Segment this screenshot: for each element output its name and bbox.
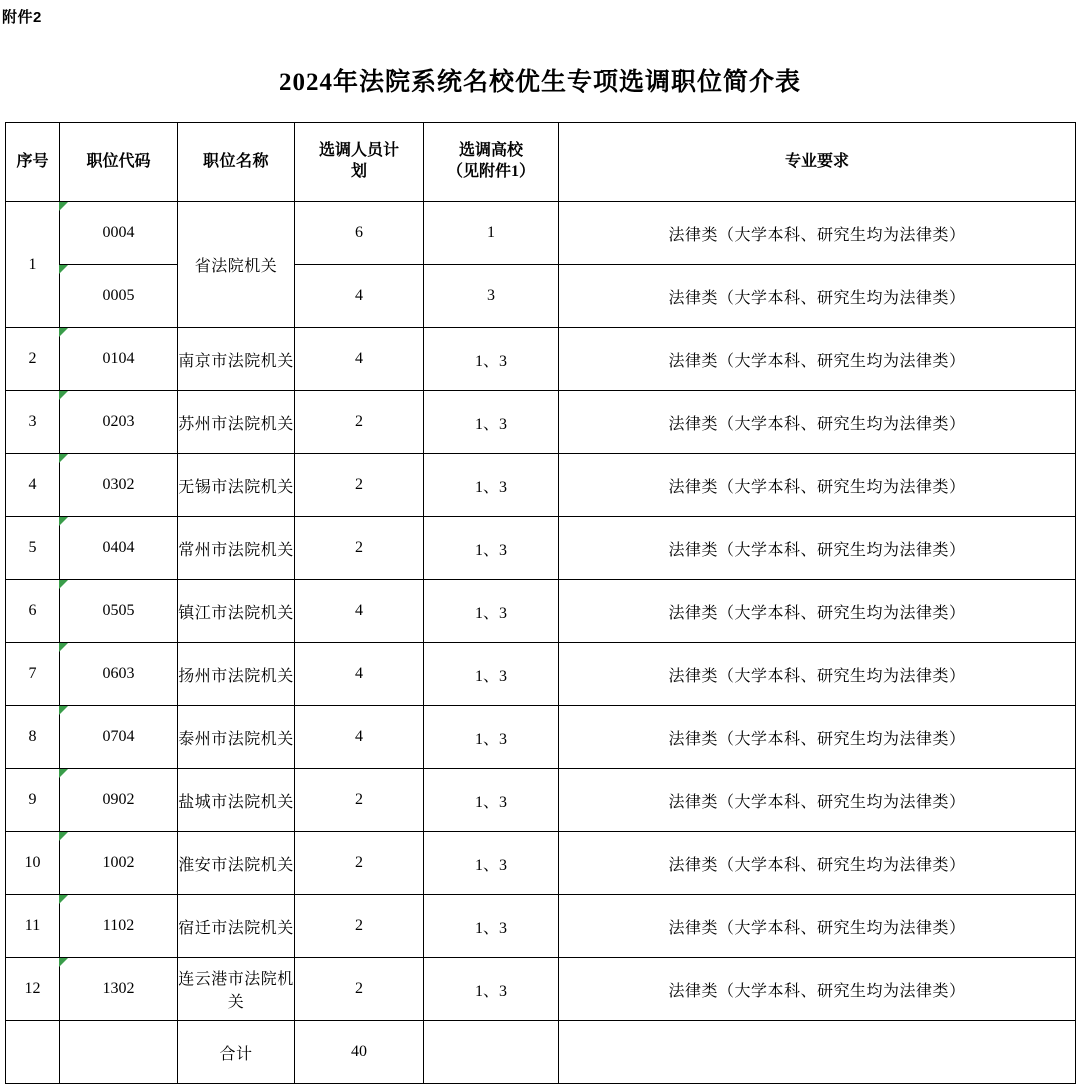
total-cell-university xyxy=(424,1021,559,1084)
cell-major: 法律类（大学本科、研究生均为法律类） xyxy=(559,202,1076,265)
cell-major: 法律类（大学本科、研究生均为法律类） xyxy=(559,265,1076,328)
table-body xyxy=(6,202,1076,1084)
table-row xyxy=(6,265,1076,328)
cell-university: 1、3 xyxy=(424,580,559,643)
cell-name: 连云港市法院机关 xyxy=(178,958,295,1021)
cell-code: 0603 xyxy=(60,643,178,706)
cell-major: 法律类（大学本科、研究生均为法律类） xyxy=(559,643,1076,706)
cell-university: 1、3 xyxy=(424,895,559,958)
cell-plan: 4 xyxy=(295,706,424,769)
cell-seq: 2 xyxy=(6,328,60,391)
cell-name: 镇江市法院机关 xyxy=(178,580,295,643)
cell-code: 0704 xyxy=(60,706,178,769)
cell-seq: 3 xyxy=(6,391,60,454)
total-cell-major xyxy=(559,1021,1076,1084)
total-cell-code xyxy=(60,1021,178,1084)
total-label: 合计 xyxy=(178,1021,295,1084)
position-table xyxy=(5,122,1076,1084)
cell-major: 法律类（大学本科、研究生均为法律类） xyxy=(559,958,1076,1021)
cell-name: 宿迁市法院机关 xyxy=(178,895,295,958)
table-header-row xyxy=(6,123,1076,202)
header-university-line2: （见附件1） xyxy=(446,163,535,180)
cell-name: 苏州市法院机关 xyxy=(178,391,295,454)
page-title: 2024年法院系统名校优生专项选调职位简介表 xyxy=(278,69,801,96)
table-row xyxy=(6,958,1076,1021)
cell-university: 1、3 xyxy=(424,769,559,832)
table-row xyxy=(6,832,1076,895)
cell-plan: 4 xyxy=(295,265,424,328)
cell-university: 1、3 xyxy=(424,643,559,706)
cell-code: 0404 xyxy=(60,517,178,580)
table-row xyxy=(6,706,1076,769)
table-row xyxy=(6,580,1076,643)
table-row xyxy=(6,202,1076,265)
cell-plan: 4 xyxy=(295,643,424,706)
cell-plan: 2 xyxy=(295,517,424,580)
header-major: 专业要求 xyxy=(559,123,1076,202)
header-university xyxy=(424,123,559,202)
attachment-label: 附件2 xyxy=(2,9,42,26)
cell-university: 1、3 xyxy=(424,454,559,517)
cell-code: 1302 xyxy=(60,958,178,1021)
cell-code: 0505 xyxy=(60,580,178,643)
cell-name: 扬州市法院机关 xyxy=(178,643,295,706)
cell-major: 法律类（大学本科、研究生均为法律类） xyxy=(559,391,1076,454)
table-row xyxy=(6,454,1076,517)
cell-university: 1、3 xyxy=(424,832,559,895)
cell-major: 法律类（大学本科、研究生均为法律类） xyxy=(559,454,1076,517)
cell-code: 0302 xyxy=(60,454,178,517)
cell-university: 1 xyxy=(424,202,559,265)
table-row xyxy=(6,895,1076,958)
total-plan: 40 xyxy=(295,1021,424,1084)
cell-major: 法律类（大学本科、研究生均为法律类） xyxy=(559,895,1076,958)
cell-name: 泰州市法院机关 xyxy=(178,706,295,769)
table-row xyxy=(6,769,1076,832)
cell-seq: 4 xyxy=(6,454,60,517)
cell-major: 法律类（大学本科、研究生均为法律类） xyxy=(559,769,1076,832)
cell-plan: 2 xyxy=(295,895,424,958)
table-row xyxy=(6,391,1076,454)
cell-code: 0004 xyxy=(60,202,178,265)
cell-university: 1、3 xyxy=(424,706,559,769)
cell-university: 1、3 xyxy=(424,958,559,1021)
cell-name: 南京市法院机关 xyxy=(178,328,295,391)
cell-seq: 10 xyxy=(6,832,60,895)
cell-name: 无锡市法院机关 xyxy=(178,454,295,517)
cell-plan: 2 xyxy=(295,958,424,1021)
table-total-row xyxy=(6,1021,1076,1084)
cell-major: 法律类（大学本科、研究生均为法律类） xyxy=(559,832,1076,895)
cell-seq: 9 xyxy=(6,769,60,832)
cell-code: 0203 xyxy=(60,391,178,454)
table-row xyxy=(6,643,1076,706)
cell-seq: 1 xyxy=(6,202,60,328)
cell-university: 1、3 xyxy=(424,328,559,391)
table-row xyxy=(6,328,1076,391)
cell-plan: 4 xyxy=(295,580,424,643)
cell-university: 1、3 xyxy=(424,517,559,580)
table-header xyxy=(6,123,1076,202)
cell-major: 法律类（大学本科、研究生均为法律类） xyxy=(559,328,1076,391)
cell-seq: 5 xyxy=(6,517,60,580)
header-seq: 序号 xyxy=(6,123,60,202)
cell-major: 法律类（大学本科、研究生均为法律类） xyxy=(559,517,1076,580)
cell-university: 1、3 xyxy=(424,391,559,454)
cell-seq: 11 xyxy=(6,895,60,958)
header-plan-line2: 划 xyxy=(350,163,367,180)
table-row xyxy=(6,517,1076,580)
cell-name: 盐城市法院机关 xyxy=(178,769,295,832)
cell-plan: 2 xyxy=(295,832,424,895)
cell-seq: 6 xyxy=(6,580,60,643)
cell-university: 3 xyxy=(424,265,559,328)
header-name: 职位名称 xyxy=(178,123,295,202)
header-code: 职位代码 xyxy=(60,123,178,202)
cell-seq: 7 xyxy=(6,643,60,706)
cell-name: 常州市法院机关 xyxy=(178,517,295,580)
cell-code: 1102 xyxy=(60,895,178,958)
cell-code: 0902 xyxy=(60,769,178,832)
cell-seq: 8 xyxy=(6,706,60,769)
cell-major: 法律类（大学本科、研究生均为法律类） xyxy=(559,706,1076,769)
header-plan-line1: 选调人员计 xyxy=(318,142,399,160)
cell-code: 1002 xyxy=(60,832,178,895)
total-cell-seq xyxy=(6,1021,60,1084)
cell-major: 法律类（大学本科、研究生均为法律类） xyxy=(559,580,1076,643)
cell-name: 淮安市法院机关 xyxy=(178,832,295,895)
cell-name: 省法院机关 xyxy=(178,202,295,328)
cell-code: 0104 xyxy=(60,328,178,391)
cell-seq: 12 xyxy=(6,958,60,1021)
cell-code: 0005 xyxy=(60,265,178,328)
cell-plan: 4 xyxy=(295,328,424,391)
cell-plan: 2 xyxy=(295,391,424,454)
cell-plan: 2 xyxy=(295,769,424,832)
cell-plan: 2 xyxy=(295,454,424,517)
header-plan xyxy=(295,123,424,202)
header-university-line1: 选调高校 xyxy=(458,142,523,160)
cell-plan: 6 xyxy=(295,202,424,265)
